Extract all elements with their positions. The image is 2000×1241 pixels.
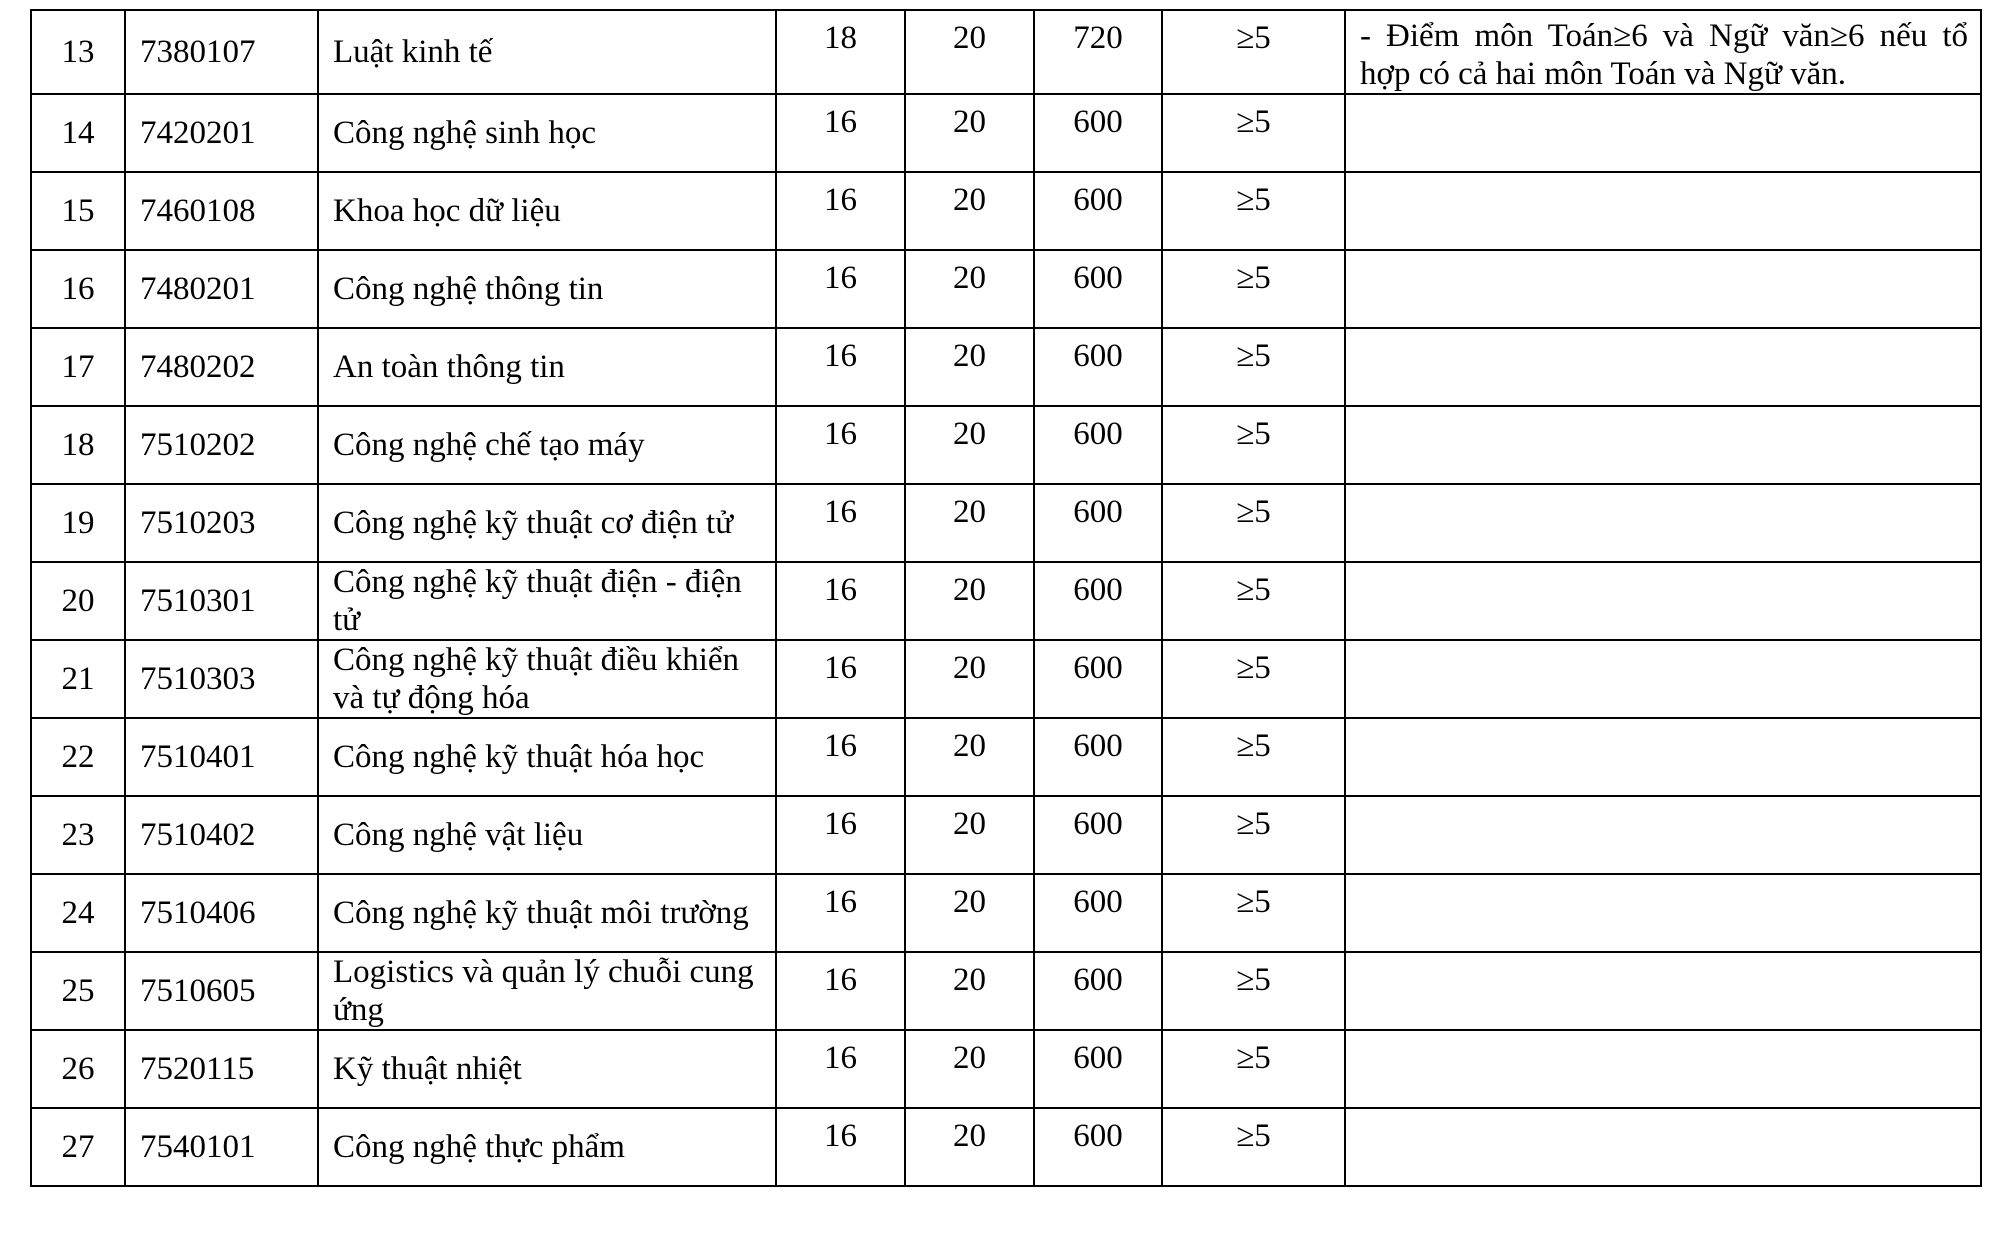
note-cell (1345, 1030, 1981, 1108)
major-name-cell: An toàn thông tin (318, 328, 776, 406)
score-2-cell: 20 (905, 406, 1034, 484)
note-cell (1345, 94, 1981, 172)
note-cell (1345, 484, 1981, 562)
score-2-cell: 20 (905, 796, 1034, 874)
score-2-cell: 20 (905, 718, 1034, 796)
condition-cell: ≥5 (1162, 328, 1345, 406)
condition-cell: ≥5 (1162, 1030, 1345, 1108)
row-number-cell: 19 (31, 484, 125, 562)
score-3-cell: 600 (1034, 1108, 1162, 1186)
note-cell (1345, 328, 1981, 406)
major-name-cell: Công nghệ kỹ thuật môi trường (318, 874, 776, 952)
score-2-cell: 20 (905, 640, 1034, 718)
row-number-cell: 20 (31, 562, 125, 640)
score-1-cell: 16 (776, 94, 905, 172)
condition-cell: ≥5 (1162, 94, 1345, 172)
score-3-cell: 600 (1034, 640, 1162, 718)
score-3-cell: 600 (1034, 796, 1162, 874)
table-body (31, 10, 1981, 1186)
score-3-cell: 600 (1034, 172, 1162, 250)
major-name-cell: Kỹ thuật nhiệt (318, 1030, 776, 1108)
major-code-cell: 7510202 (125, 406, 318, 484)
condition-cell: ≥5 (1162, 640, 1345, 718)
table-row (31, 562, 1981, 640)
score-1-cell: 18 (776, 10, 905, 94)
row-number-cell: 24 (31, 874, 125, 952)
condition-cell: ≥5 (1162, 796, 1345, 874)
major-name-cell: Khoa học dữ liệu (318, 172, 776, 250)
table-row (31, 952, 1981, 1030)
table-row (31, 328, 1981, 406)
condition-cell: ≥5 (1162, 406, 1345, 484)
major-name-cell: Công nghệ thông tin (318, 250, 776, 328)
score-2-cell: 20 (905, 484, 1034, 562)
major-code-cell: 7480201 (125, 250, 318, 328)
score-3-cell: 600 (1034, 94, 1162, 172)
table-row (31, 406, 1981, 484)
score-3-cell: 600 (1034, 718, 1162, 796)
row-number-cell: 14 (31, 94, 125, 172)
table-row (31, 796, 1981, 874)
score-3-cell: 600 (1034, 952, 1162, 1030)
condition-cell: ≥5 (1162, 718, 1345, 796)
score-3-cell: 600 (1034, 406, 1162, 484)
score-1-cell: 16 (776, 1030, 905, 1108)
table-row (31, 484, 1981, 562)
score-1-cell: 16 (776, 484, 905, 562)
score-2-cell: 20 (905, 874, 1034, 952)
score-3-cell: 600 (1034, 874, 1162, 952)
major-name-cell: Công nghệ chế tạo máy (318, 406, 776, 484)
condition-cell: ≥5 (1162, 10, 1345, 94)
major-code-cell: 7510203 (125, 484, 318, 562)
score-1-cell: 16 (776, 250, 905, 328)
score-2-cell: 20 (905, 952, 1034, 1030)
major-name-cell: Công nghệ kỹ thuật điều khiển và tự động hóa (318, 640, 776, 718)
score-3-cell: 600 (1034, 328, 1162, 406)
note-cell (1345, 952, 1981, 1030)
major-code-cell: 7510402 (125, 796, 318, 874)
table-row (31, 874, 1981, 952)
major-code-cell: 7420201 (125, 94, 318, 172)
admission-table (30, 9, 1982, 1187)
score-3-cell: 600 (1034, 1030, 1162, 1108)
major-code-cell: 7510301 (125, 562, 318, 640)
row-number-cell: 27 (31, 1108, 125, 1186)
score-2-cell: 20 (905, 1030, 1034, 1108)
score-1-cell: 16 (776, 718, 905, 796)
major-name-cell: Công nghệ kỹ thuật cơ điện tử (318, 484, 776, 562)
major-code-cell: 7540101 (125, 1108, 318, 1186)
major-name-cell: Công nghệ vật liệu (318, 796, 776, 874)
row-number-cell: 21 (31, 640, 125, 718)
note-cell: - Điểm môn Toán≥6 và Ngữ văn≥6 nếu tổ hợp có cả hai môn Toán và Ngữ văn. (1345, 10, 1981, 94)
note-cell (1345, 718, 1981, 796)
score-1-cell: 16 (776, 406, 905, 484)
score-1-cell: 16 (776, 1108, 905, 1186)
row-number-cell: 17 (31, 328, 125, 406)
score-2-cell: 20 (905, 10, 1034, 94)
note-cell (1345, 640, 1981, 718)
major-name-cell: Công nghệ thực phẩm (318, 1108, 776, 1186)
note-cell (1345, 796, 1981, 874)
note-cell (1345, 250, 1981, 328)
row-number-cell: 18 (31, 406, 125, 484)
row-number-cell: 23 (31, 796, 125, 874)
row-number-cell: 26 (31, 1030, 125, 1108)
score-3-cell: 600 (1034, 562, 1162, 640)
note-cell (1345, 406, 1981, 484)
major-code-cell: 7460108 (125, 172, 318, 250)
major-code-cell: 7480202 (125, 328, 318, 406)
major-name-cell: Công nghệ sinh học (318, 94, 776, 172)
note-cell (1345, 562, 1981, 640)
table-row (31, 94, 1981, 172)
major-code-cell: 7380107 (125, 10, 318, 94)
score-1-cell: 16 (776, 172, 905, 250)
score-1-cell: 16 (776, 952, 905, 1030)
table-row (31, 10, 1981, 94)
row-number-cell: 16 (31, 250, 125, 328)
score-3-cell: 600 (1034, 250, 1162, 328)
major-name-cell: Luật kinh tế (318, 10, 776, 94)
note-cell (1345, 1108, 1981, 1186)
major-code-cell: 7510605 (125, 952, 318, 1030)
score-3-cell: 720 (1034, 10, 1162, 94)
score-2-cell: 20 (905, 172, 1034, 250)
major-code-cell: 7520115 (125, 1030, 318, 1108)
condition-cell: ≥5 (1162, 172, 1345, 250)
major-name-cell: Logistics và quản lý chuỗi cung ứng (318, 952, 776, 1030)
row-number-cell: 22 (31, 718, 125, 796)
score-2-cell: 20 (905, 1108, 1034, 1186)
condition-cell: ≥5 (1162, 250, 1345, 328)
condition-cell: ≥5 (1162, 484, 1345, 562)
table-row (31, 250, 1981, 328)
major-code-cell: 7510406 (125, 874, 318, 952)
table-row (31, 1030, 1981, 1108)
score-1-cell: 16 (776, 640, 905, 718)
score-2-cell: 20 (905, 562, 1034, 640)
table-row (31, 640, 1981, 718)
note-cell (1345, 874, 1981, 952)
major-name-cell: Công nghệ kỹ thuật điện - điện tử (318, 562, 776, 640)
score-1-cell: 16 (776, 874, 905, 952)
major-name-cell: Công nghệ kỹ thuật hóa học (318, 718, 776, 796)
note-cell (1345, 172, 1981, 250)
score-3-cell: 600 (1034, 484, 1162, 562)
condition-cell: ≥5 (1162, 562, 1345, 640)
condition-cell: ≥5 (1162, 952, 1345, 1030)
row-number-cell: 25 (31, 952, 125, 1030)
table-row (31, 172, 1981, 250)
condition-cell: ≥5 (1162, 1108, 1345, 1186)
score-2-cell: 20 (905, 250, 1034, 328)
score-1-cell: 16 (776, 796, 905, 874)
score-1-cell: 16 (776, 562, 905, 640)
condition-cell: ≥5 (1162, 874, 1345, 952)
score-2-cell: 20 (905, 94, 1034, 172)
row-number-cell: 15 (31, 172, 125, 250)
score-2-cell: 20 (905, 328, 1034, 406)
table-row (31, 718, 1981, 796)
row-number-cell: 13 (31, 10, 125, 94)
major-code-cell: 7510303 (125, 640, 318, 718)
score-1-cell: 16 (776, 328, 905, 406)
table-row (31, 1108, 1981, 1186)
major-code-cell: 7510401 (125, 718, 318, 796)
